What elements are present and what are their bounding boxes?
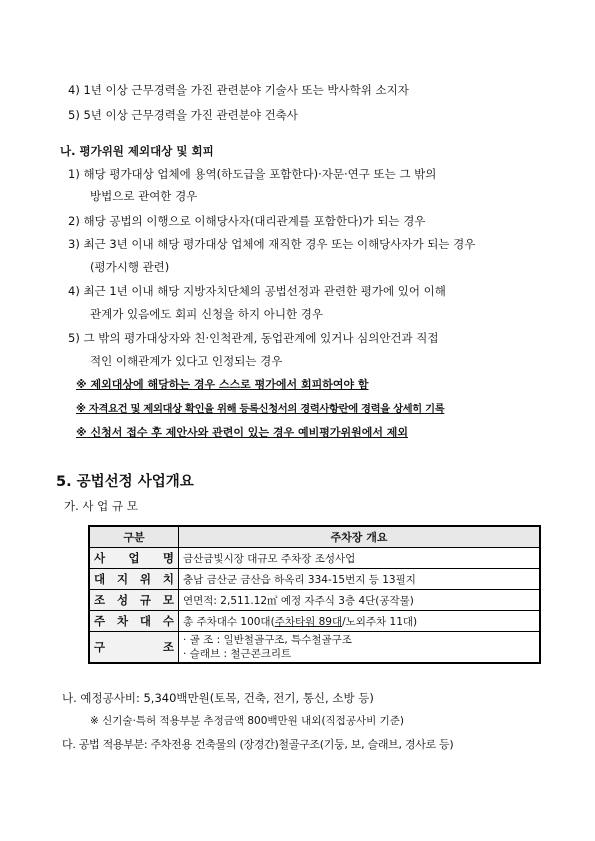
row-label [89,611,179,632]
list-item: 4) 1년 이상 근무경력을 가진 관련분야 기술사 또는 박사학위 소지자 [68,83,409,97]
list-item-continuation: 방법으로 관여한 경우 [90,189,198,203]
table-row [89,548,540,569]
row-label-char: 수 [162,614,174,628]
method-line: 다. 공법 적용부분: 주차전용 건축물의 (장경간)철골구조(기둥, 보, 슬래브, 경사로 등) [62,738,454,751]
row-label-char: 모 [162,593,174,607]
row-label-text [94,550,174,566]
section-heading: 나. 평가위원 제외대상 및 회피 [60,144,214,158]
structure-line: · 슬래브 : 철근콘크리트 [183,648,292,660]
row-label-char: 명 [162,551,174,565]
row-label-char: 대 [139,614,152,628]
row-label-char: 구 [94,640,106,654]
table-row [89,632,540,664]
row-value: 금산금빛시장 대규모 주차장 조성사업 [179,548,541,569]
list-item: 2) 해당 공법의 이행으로 이해당사자(대리관계를 포함한다)가 되는 경우 [68,214,426,228]
row-value [179,611,541,632]
table-header [179,526,541,548]
row-label-char: 치 [162,572,174,586]
row-label-char: 사 [94,551,106,565]
value-part: 총 주차대수 100대( [183,615,275,628]
row-label-text [94,592,174,608]
row-value: 연면적: 2,511.12㎡ 예정 자주식 3층 4단(공작물) [179,590,541,611]
table-header [89,526,179,548]
table-row [89,590,540,611]
row-label-char: 지 [116,572,129,586]
row-label-char: 업 [128,551,140,565]
row-label-char: 규 [139,593,152,607]
list-item: 5) 그 밖의 평가대상자와 친·인척관계, 동업관계에 있거나 심의안건과 직접 [68,331,439,345]
note: ※ 제외대상에 해당하는 경우 스스로 평가에서 회피하여야 함 [76,378,369,391]
cost-line: 나. 예정공사비: 5,340백만원(토목, 건축, 전기, 통신, 소방 등) [62,691,374,705]
row-label-char: 조 [94,593,106,607]
row-label-text [123,531,144,544]
row-label-char: 주 [94,614,106,628]
list-item-continuation: 적인 이해관계가 있다고 인정되는 경우 [90,354,283,368]
row-label-char: 조 [162,640,174,654]
row-label-text [94,571,174,587]
value-part: /노외주차 11대) [342,615,418,628]
table-header-label: 주차장 개요 [330,531,388,544]
row-label-char: 분 [134,531,145,544]
list-item-continuation: 관계가 있음에도 회피 신청을 하지 아니한 경우 [90,307,324,321]
list-item: 4) 최근 1년 이내 해당 지방자치단체의 공법선정과 관련한 평가에 있어 이해 [68,284,446,298]
list-item: 5) 5년 이상 근무경력을 가진 관련분야 건축사 [68,108,298,122]
row-label-char: 차 [116,614,129,628]
row-label-char: 대 [94,572,106,586]
row-label-text [94,639,174,655]
note: ※ 자격요건 및 제외대상 확인을 위해 등록신청서의 경력사항란에 경력을 상세히 기록 [76,403,445,415]
row-value [179,632,541,664]
project-overview-table [88,525,541,664]
row-label [89,632,179,664]
table-header-row [89,526,540,548]
row-label-char: 성 [116,593,129,607]
row-label [89,548,179,569]
table-row [89,569,540,590]
row-label [89,569,179,590]
value-part-underlined: 주차타워 89대 [274,615,343,628]
note: ※ 신기술·특허 적용부분 추정금액 800백만원 내외(직접공사비 기준) [90,715,404,727]
list-item: 3) 최근 3년 이내 해당 평가대상 업체에 재직한 경우 또는 이해당사자가 되는 경우 [68,237,476,251]
row-label-text [94,613,174,629]
list-item: 1) 해당 평가대상 업체에 용역(하도급을 포함한다)·자문·연구 또는 그 밖의 [68,167,437,181]
structure-line: · 골 조 : 일반철골구조, 특수철골구조 [183,634,352,646]
row-label-char: 위 [139,572,152,586]
list-item-continuation: (평가시행 관련) [90,260,170,274]
note: ※ 신청서 접수 후 제안사와 관련이 있는 경우 예비평가위원에서 제외 [76,426,409,439]
row-label [89,590,179,611]
section-title: 5. 공법선정 사업개요 [56,474,194,490]
row-value: 충남 금산군 금산읍 하옥리 334-15번지 등 13필지 [179,569,541,590]
subsection-title: 가. 사 업 규 모 [64,499,138,513]
table-row [89,611,540,632]
row-label-char: 구 [123,531,134,544]
